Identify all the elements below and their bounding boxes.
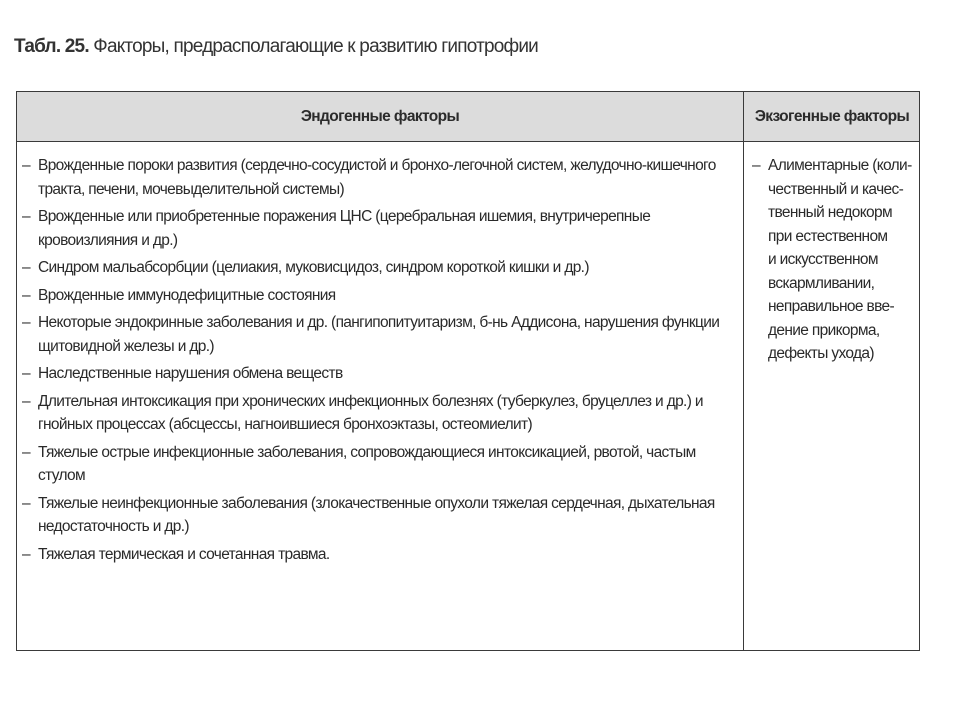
bullet-dash: – bbox=[22, 365, 30, 382]
list-item bbox=[22, 441, 737, 488]
exogenous-line: вскармливании, bbox=[768, 274, 875, 292]
list-item-text: Врожденные иммунодефицитные состояния bbox=[38, 286, 336, 304]
list-item bbox=[22, 390, 737, 437]
list-item bbox=[22, 311, 737, 358]
list-item-text: Тяжелые неинфекционные заболевания (злокачественные опухоли тяжелая сердечная, дыхательная недостаточность и др.) bbox=[38, 494, 715, 535]
list-item-text: Наследственные нарушения обмена веществ bbox=[38, 365, 343, 382]
bullet-dash: – bbox=[22, 259, 30, 276]
list-item-text: Тяжелая термическая и сочетанная травма. bbox=[38, 545, 330, 563]
list-item-text: Некоторые эндокринные заболевания и др. (пангипопитуитаризм, б-нь Аддисона, нарушения функции щитовидной железы и др.) bbox=[38, 314, 720, 355]
caption-text: Факторы, предрасполагающие к развитию гипотрофии bbox=[93, 36, 538, 57]
bullet-dash: – bbox=[22, 392, 30, 410]
list-item bbox=[22, 492, 737, 539]
exogenous-line: неправильное вве- bbox=[768, 298, 894, 315]
exogenous-line: Алиментарные (коли- bbox=[768, 157, 912, 174]
bullet-dash: – bbox=[22, 208, 30, 225]
header-exogenous: Экзогенные факторы bbox=[754, 108, 910, 125]
endogenous-list bbox=[22, 154, 737, 570]
exogenous-line: дефекты ухода) bbox=[768, 345, 874, 362]
bullet-dash: – bbox=[22, 443, 30, 461]
list-item bbox=[22, 543, 737, 567]
exogenous-line: твенный недокорм bbox=[768, 204, 892, 221]
bullet-dash: – bbox=[22, 545, 30, 563]
exogenous-text bbox=[768, 154, 912, 366]
list-item bbox=[22, 362, 737, 386]
list-item bbox=[22, 154, 737, 201]
list-item-text: Врожденные пороки развития (сердечно-сосудистой и бронхо-легочной систем, желудочно-кишечного тракта, печени, мочевыделительной системы) bbox=[38, 157, 716, 198]
column-divider bbox=[743, 92, 744, 650]
bullet-dash: – bbox=[22, 494, 30, 512]
header-endogenous: Эндогенные факторы bbox=[300, 108, 460, 125]
list-item-text: Длительная интоксикация при хронических инфекционных болезнях (туберкулез, бруцеллез и др.) и гнойных процессах (абсцессы, нагноившиеся бронхоэктазы, остеомиелит) bbox=[38, 392, 703, 433]
exogenous-line: дение прикорма, bbox=[768, 321, 880, 339]
exogenous-cell bbox=[752, 154, 917, 366]
list-item bbox=[22, 284, 737, 308]
list-item bbox=[22, 205, 737, 252]
exogenous-line: и искусственном bbox=[768, 251, 878, 268]
list-item bbox=[22, 256, 737, 280]
list-item-text: Тяжелые острые инфекционные заболевания, сопровождающиеся интоксикацией, рвотой, частым стулом bbox=[38, 443, 696, 484]
caption-label: Табл. 25. bbox=[14, 36, 89, 57]
bullet-dash: – bbox=[22, 314, 30, 331]
exogenous-line: при естественном bbox=[768, 227, 888, 245]
exogenous-line: чественный и качес- bbox=[768, 180, 904, 198]
bullet-dash: – bbox=[752, 157, 760, 174]
list-item-text: Синдром мальабсорбции (целиакия, муковисцидоз, синдром короткой кишки и др.) bbox=[38, 259, 589, 276]
list-item-text: Врожденные или приобретенные поражения ЦНС (церебральная ишемия, внутричерепные кровоизлияния и др.) bbox=[38, 208, 651, 249]
bullet-dash: – bbox=[22, 157, 30, 174]
table-caption bbox=[14, 36, 538, 58]
bullet-dash: – bbox=[22, 286, 30, 304]
